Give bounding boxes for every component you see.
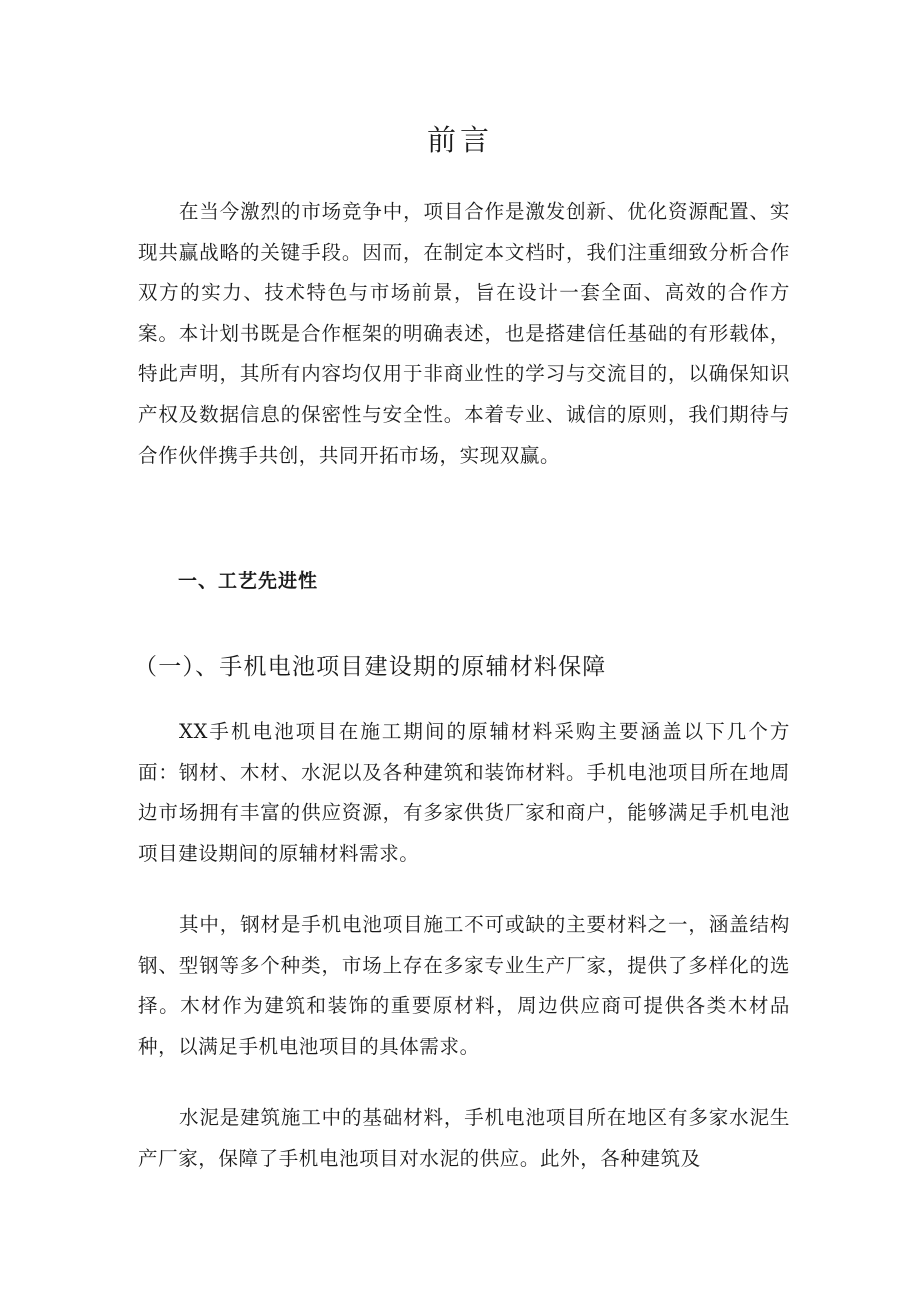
intro-paragraph: 在当今激烈的市场竞争中，项目合作是激发创新、优化资源配置、实现共赢战略的关键手段。因而，在制定本文档时，我们注重细致分析合作双方的实力、技术特色与市场前景，旨在设计一套全面、高效的合作方案。本计划书既是合作框架的明确表述，也是搭建信任基础的有形载体，特此声明，其所有内容均仅用于非商业性的学习与交流目的，以确保知识产权及数据信息的保密性与安全性。本着专业、诚信的原则，我们期待与合作伙伴携手共创，共同开拓市场，实现双赢。: [138, 200, 790, 467]
section-heading: 一、工艺先进性: [178, 570, 319, 592]
body-paragraph-1: XX手机电池项目在施工期间的原辅材料采购主要涵盖以下几个方面：钢材、木材、水泥以及各种建筑和装饰材料。手机电池项目所在地周边市场拥有丰富的供应资源，有多家供货厂家和商户，能够满足手机电池项目建设期间的原辅材料需求。: [138, 720, 790, 865]
subsection-heading: （一）、手机电池项目建设期的原辅材料保障: [134, 654, 607, 680]
document-title: 前言: [426, 123, 493, 157]
body-paragraph-2: 其中，钢材是手机电池项目施工不可或缺的主要材料之一，涵盖结构钢、型钢等多个种类，市场上存在多家专业生产厂家，提供了多样化的选择。木材作为建筑和装饰的重要原材料，周边供应商可提供各类木材品种，以满足手机电池项目的具体需求。: [138, 913, 790, 1058]
body-paragraph-3: 水泥是建筑施工中的基础材料，手机电池项目所在地区有多家水泥生产厂家，保障了手机电池项目对水泥的供应。此外，各种建筑及: [138, 1106, 790, 1170]
